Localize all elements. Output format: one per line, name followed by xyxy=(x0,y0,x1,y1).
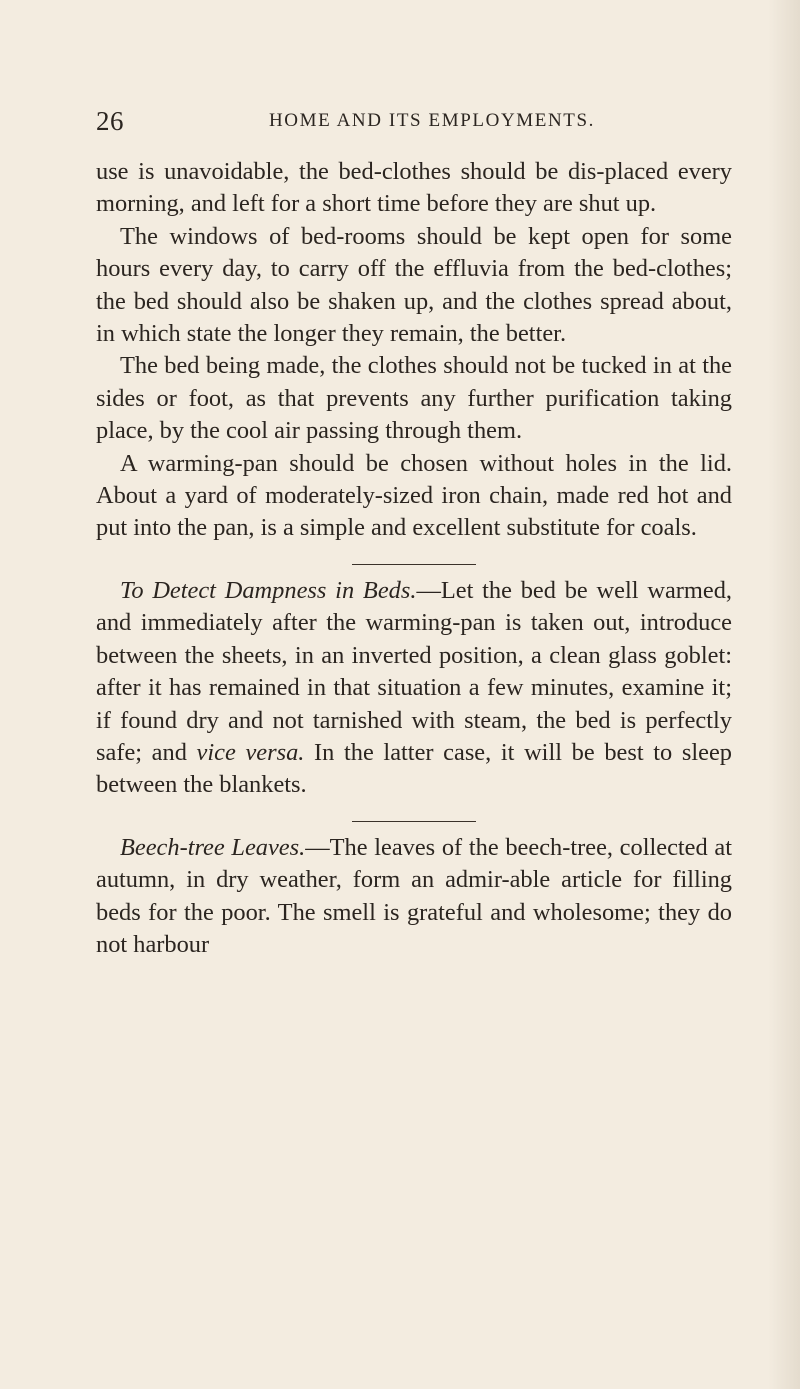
paragraph-continuation: use is unavoidable, the bed-clothes should be dis-placed every morning, and left for a short time before they are shut up. xyxy=(96,158,732,218)
dampness-body-2: In the latter case, it will be best to sleep between the blankets. xyxy=(96,738,732,799)
paragraph-warming-pan: A warming-pan should be chosen without holes in the lid. About a yard of moderately-sized iron chain, made red hot and put into the pan, is a simple and excellent substitute for coals. xyxy=(96,449,732,542)
paragraph-windows: The windows of bed-rooms should be kept open for some hours every day, to carry off the effluvia from the bed-clothes; the bed should also be shaken up, and the clothes spread about, in which state the longer they remain, the better. xyxy=(96,222,732,348)
paragraph-bed-made: The bed being made, the clothes should not be tucked in at the sides or foot, as that prevents any further purification taking place, by the cool air passing through them. xyxy=(96,352,732,445)
section-divider xyxy=(352,821,476,822)
page-number: 26 xyxy=(96,106,124,136)
running-title: HOME AND ITS EMPLOYMENTS. xyxy=(268,110,596,131)
dampness-body-1: —Let the bed be well warmed, and immediately after the warming-pan is taken out, introduce between the sheets, in an inverted position, a clean glass goblet: after it has remained in that situation a few minutes, examine it; if found dry and not tarnished with steam, the bed is perfectly safe; and xyxy=(96,576,732,766)
dampness-heading: To Detect Dampness in Beds. xyxy=(120,576,417,604)
paragraph-beech-leaves xyxy=(96,832,732,962)
beech-heading: Beech-tree Leaves. xyxy=(120,833,306,861)
body-text xyxy=(96,156,732,961)
section-divider xyxy=(352,564,476,565)
running-head xyxy=(96,106,726,146)
paragraph-dampness xyxy=(96,575,732,802)
beech-body: —The leaves of the beech-tree, collected at autumn, in dry weather, form an admir-able article for filling beds for the poor. The smell is grateful and wholesome; they do not harbour xyxy=(96,833,732,958)
vice-versa-phrase: vice versa. xyxy=(196,738,305,766)
